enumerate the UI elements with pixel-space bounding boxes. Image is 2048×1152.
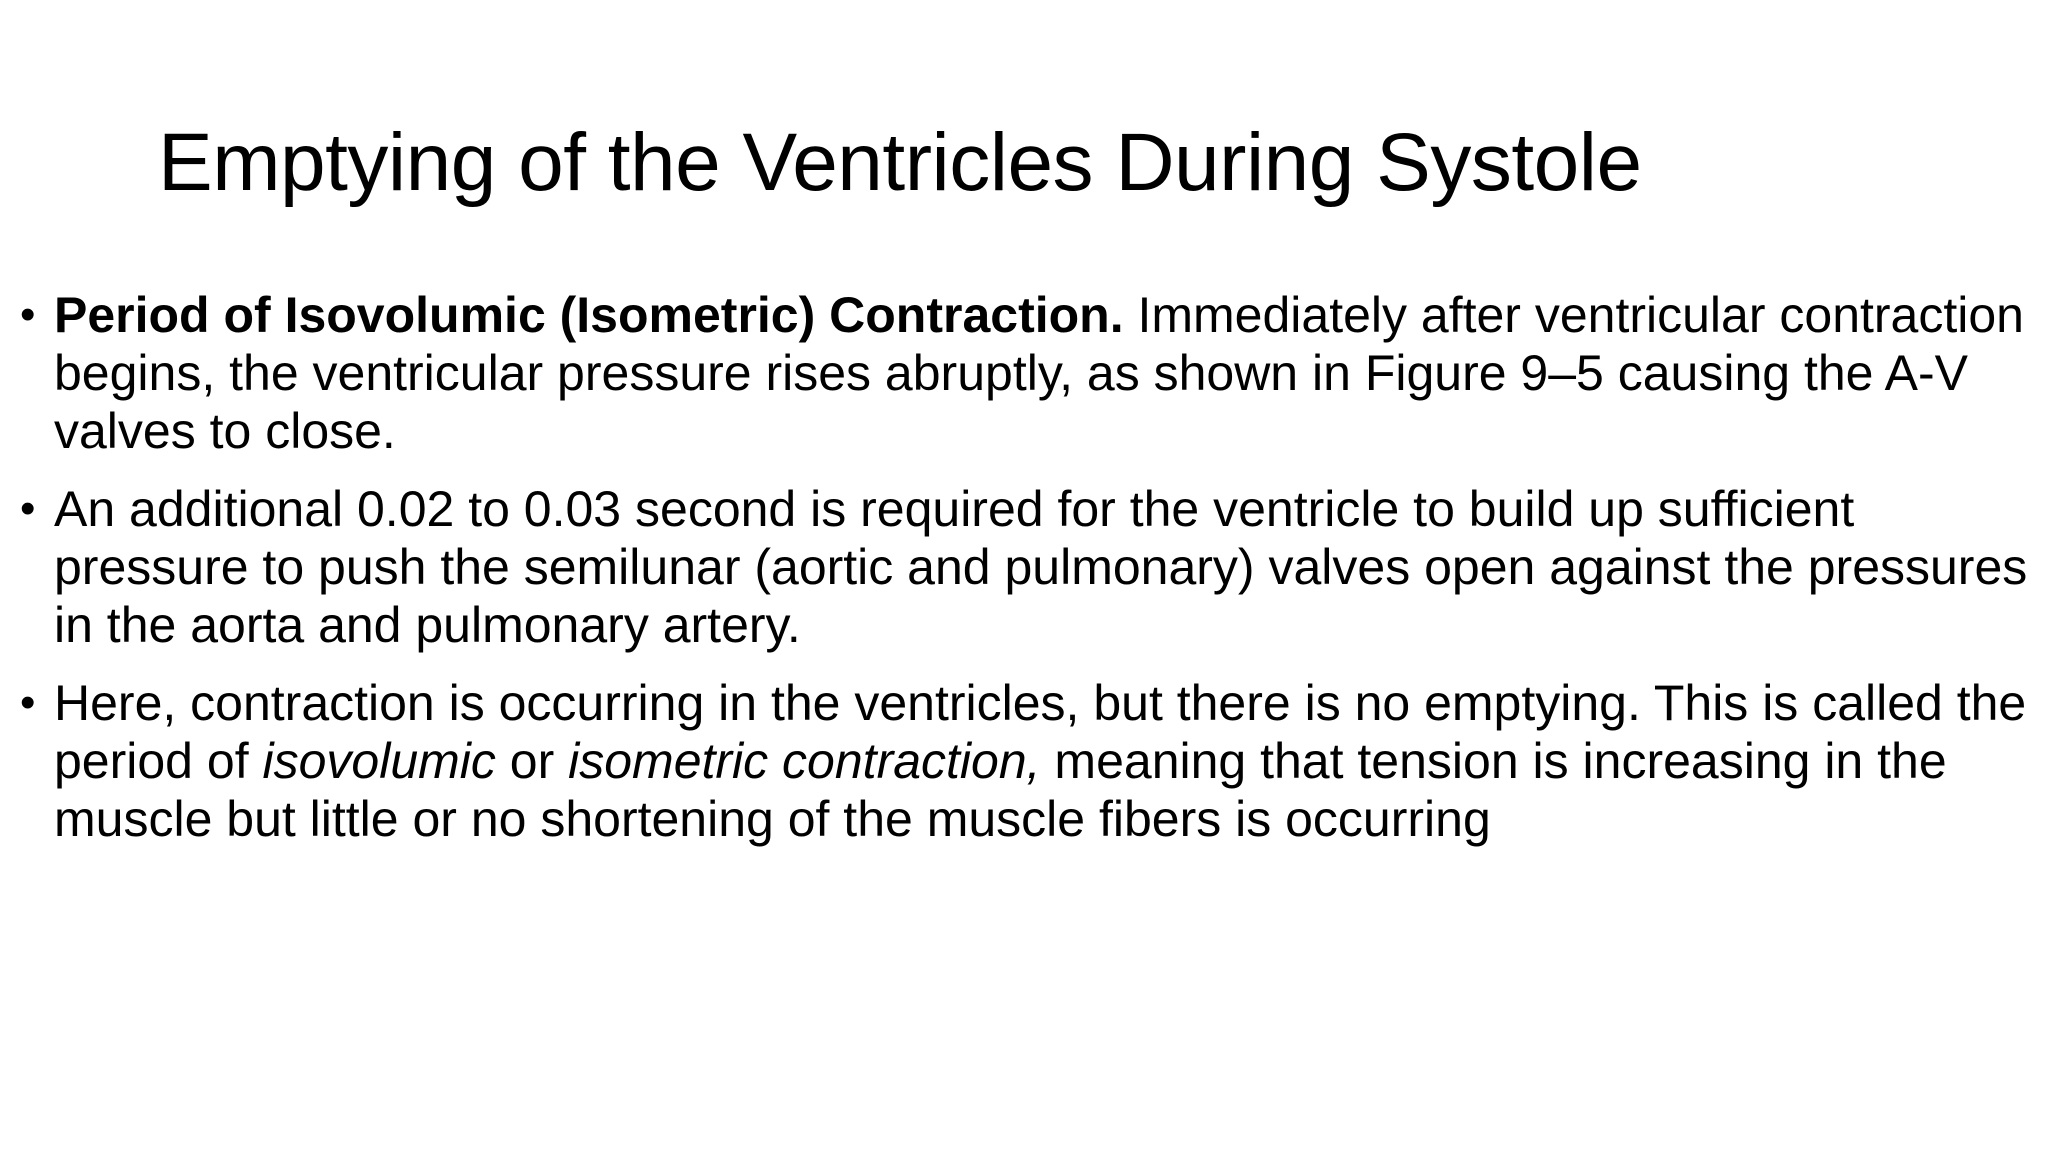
bullet-dot-icon: • <box>20 290 36 339</box>
bullet-text-middle: or <box>495 733 569 789</box>
bullet-bold-lead: Period of Isovolumic (Isometric) Contraction. <box>54 287 1124 343</box>
slide-title: Emptying of the Ventricles During Systole <box>158 117 1642 208</box>
bullet-dot-icon: • <box>20 484 36 533</box>
bullet-text: Immediately after ventricular contraction begins, the ventricular pressure rises abruptly, as shown in Figure 9–5 causing the A-V valves to close. <box>54 287 2024 459</box>
bullet-item-isovolumic-period <box>20 286 2030 460</box>
bullet-item-additional-time <box>20 480 2030 654</box>
bullet-italic-isometric-contraction: isometric contraction, <box>568 733 1041 789</box>
bullet-list <box>20 286 2030 868</box>
bullet-text-after: meaning that tension is increasing in the muscle but little or no shortening of the muscle fibers is occurring <box>54 733 1947 847</box>
bullet-dot-icon: • <box>20 678 36 727</box>
bullet-text-before: Here, contraction is occurring in the ventricles, but there is no emptying. This is called the period of <box>54 675 2027 789</box>
bullet-italic-isovolumic: isovolumic <box>262 733 496 789</box>
bullet-item-no-emptying <box>20 674 2030 848</box>
bullet-text: An additional 0.02 to 0.03 second is required for the ventricle to build up sufficient pressure to push the semilunar (aortic and pulmonary) valves open against the pressures in the aorta and pulmonary artery. <box>54 481 2028 653</box>
